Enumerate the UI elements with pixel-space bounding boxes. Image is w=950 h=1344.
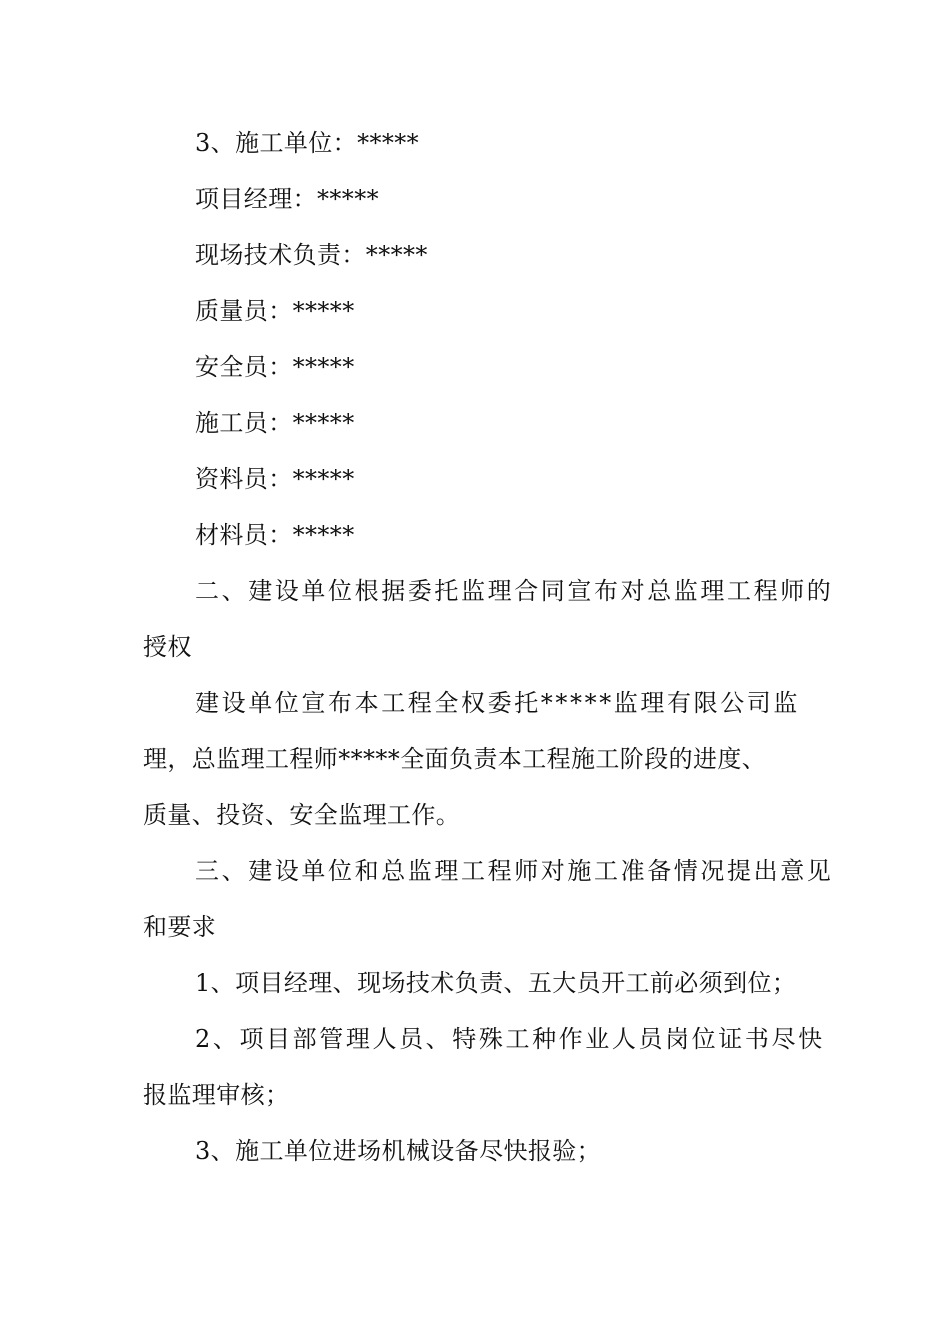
list-item: 1、项目经理、现场技术负责、五大员开工前必须到位； [195,969,797,997]
text-line-quality-officer: 质量员：***** [195,297,355,325]
list-item: 3、施工单位进场机械设备尽快报验； [195,1137,602,1165]
list-item: 2、项目部管理人员、特殊工种作业人员岗位证书尽快 [195,1025,825,1053]
list-item-cont: 报监理审核； [143,1081,290,1109]
text-line-safety-officer: 安全员：***** [195,353,355,381]
section-heading-3-cont: 和要求 [143,913,217,941]
paragraph-line: 质量、投资、安全监理工作。 [143,801,461,829]
text-line-contractor: 3、施工单位：***** [195,129,420,157]
text-line-project-manager: 项目经理：***** [195,185,379,213]
text-line-material-officer: 材料员：***** [195,521,355,549]
text-line-document-officer: 资料员：***** [195,465,355,493]
paragraph-line: 建设单位宣布本工程全权委托*****监理有限公司监 [195,689,800,717]
paragraph-line: 理，总监理工程师*****全面负责本工程施工阶段的进度、 [143,745,767,773]
text-line-construction-officer: 施工员：***** [195,409,355,437]
section-heading-3: 三、建设单位和总监理工程师对施工准备情况提出意见 [195,857,834,885]
section-heading-2: 二、建设单位根据委托监理合同宣布对总监理工程师的 [195,577,834,605]
text-line-site-tech-lead: 现场技术负责：***** [195,241,428,269]
section-heading-2-cont: 授权 [143,633,192,661]
